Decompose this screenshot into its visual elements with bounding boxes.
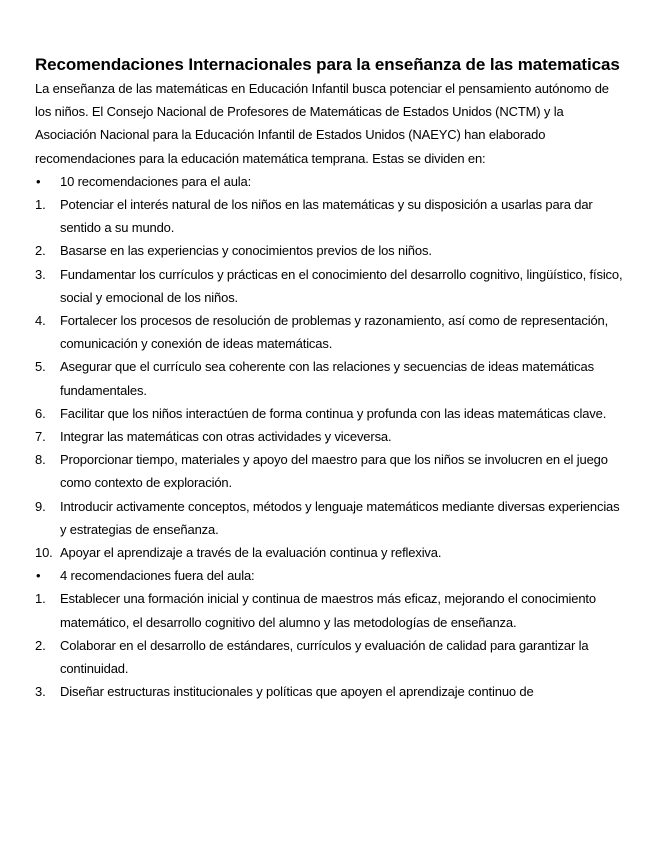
list-marker: • xyxy=(36,568,41,584)
list-marker: 1. xyxy=(35,591,46,607)
list-item-text: Colaborar en el desarrollo de estándares, currículos y evaluación de calidad para garantizar la continuidad. xyxy=(60,637,589,677)
list-marker: 6. xyxy=(35,405,46,421)
list-item-text: Introducir activamente conceptos, métodos y lenguaje matemáticos mediante diversas experiencias y estrategias de enseñanza. xyxy=(60,498,620,537)
list-item xyxy=(35,425,623,448)
recommendations-list xyxy=(35,170,623,704)
list-marker: 2. xyxy=(35,637,46,653)
list-item-text: 10 recomendaciones para el aula: xyxy=(60,173,252,189)
list-marker: 2. xyxy=(35,243,46,259)
list-item xyxy=(35,587,623,633)
list-item-text: Apoyar el aprendizaje a través de la evaluación continua y reflexiva. xyxy=(60,545,442,561)
list-marker: 4. xyxy=(35,313,46,329)
list-item-text: Facilitar que los niños interactúen de forma continua y profunda con las ideas matemáticas clave. xyxy=(60,405,607,421)
list-marker: 7. xyxy=(35,429,46,445)
list-item xyxy=(35,680,623,703)
list-item xyxy=(35,541,623,564)
list-item xyxy=(35,634,623,680)
list-item-text: Integrar las matemáticas con otras actividades y viceversa. xyxy=(60,429,392,445)
list-marker: • xyxy=(36,173,41,189)
list-item xyxy=(35,309,623,355)
document-title: Recomendaciones Internacionales para la enseñanza de las matematicas xyxy=(35,55,620,74)
list-marker: 10. xyxy=(35,545,53,561)
list-item-text: Fundamentar los currículos y prácticas en el conocimiento del desarrollo cognitivo, lingüístico, físico, social y emocional de los niños. xyxy=(60,266,623,305)
list-item xyxy=(35,239,623,262)
document-page xyxy=(35,53,623,703)
list-marker: 9. xyxy=(35,498,46,514)
list-item-text: Basarse en las experiencias y conocimientos previos de los niños. xyxy=(60,243,432,259)
list-item xyxy=(35,193,623,239)
list-item-text: Potenciar el interés natural de los niños en las matemáticas y su disposición a usarlas para dar sentido a su mundo. xyxy=(60,197,593,236)
list-item xyxy=(35,448,623,494)
list-marker: 3. xyxy=(35,684,46,700)
list-item xyxy=(35,170,623,193)
list-item-text: 4 recomendaciones fuera del aula: xyxy=(60,568,255,584)
list-item-text: Fortalecer los procesos de resolución de problemas y razonamiento, así como de representación, comunicación y conexión de ideas matemáticas. xyxy=(60,313,609,352)
list-marker: 1. xyxy=(35,197,46,213)
list-item xyxy=(35,495,623,541)
list-marker: 8. xyxy=(35,452,46,468)
list-item xyxy=(35,564,623,587)
intro-paragraph: La enseñanza de las matemáticas en Educación Infantil busca potenciar el pensamiento autónomo de los niños. El Consejo Nacional de Profesores de Matemáticas de Estados Unidos (NCTM) y la Asociación Nacional para la Educación Infantil de Estados Unidos (NAEYC) han elaborado recomendaciones para la educación matemática temprana. Estas se dividen en: xyxy=(35,81,609,166)
list-marker: 3. xyxy=(35,266,46,282)
list-item-text: Diseñar estructuras institucionales y políticas que apoyen el aprendizaje continuo de xyxy=(60,684,534,700)
list-item xyxy=(35,263,623,309)
list-item-text: Proporcionar tiempo, materiales y apoyo del maestro para que los niños se involucren en el juego como contexto de exploración. xyxy=(60,452,608,491)
list-marker: 5. xyxy=(35,359,46,375)
list-item-text: Establecer una formación inicial y continua de maestros más eficaz, mejorando el conocimiento matemático, el desarrollo cognitivo del alumno y las metodologías de enseñanza. xyxy=(60,591,596,630)
list-item xyxy=(35,402,623,425)
list-item-text: Asegurar que el currículo sea coherente con las relaciones y secuencias de ideas matemáticas fundamentales. xyxy=(60,359,594,398)
list-item xyxy=(35,355,623,401)
